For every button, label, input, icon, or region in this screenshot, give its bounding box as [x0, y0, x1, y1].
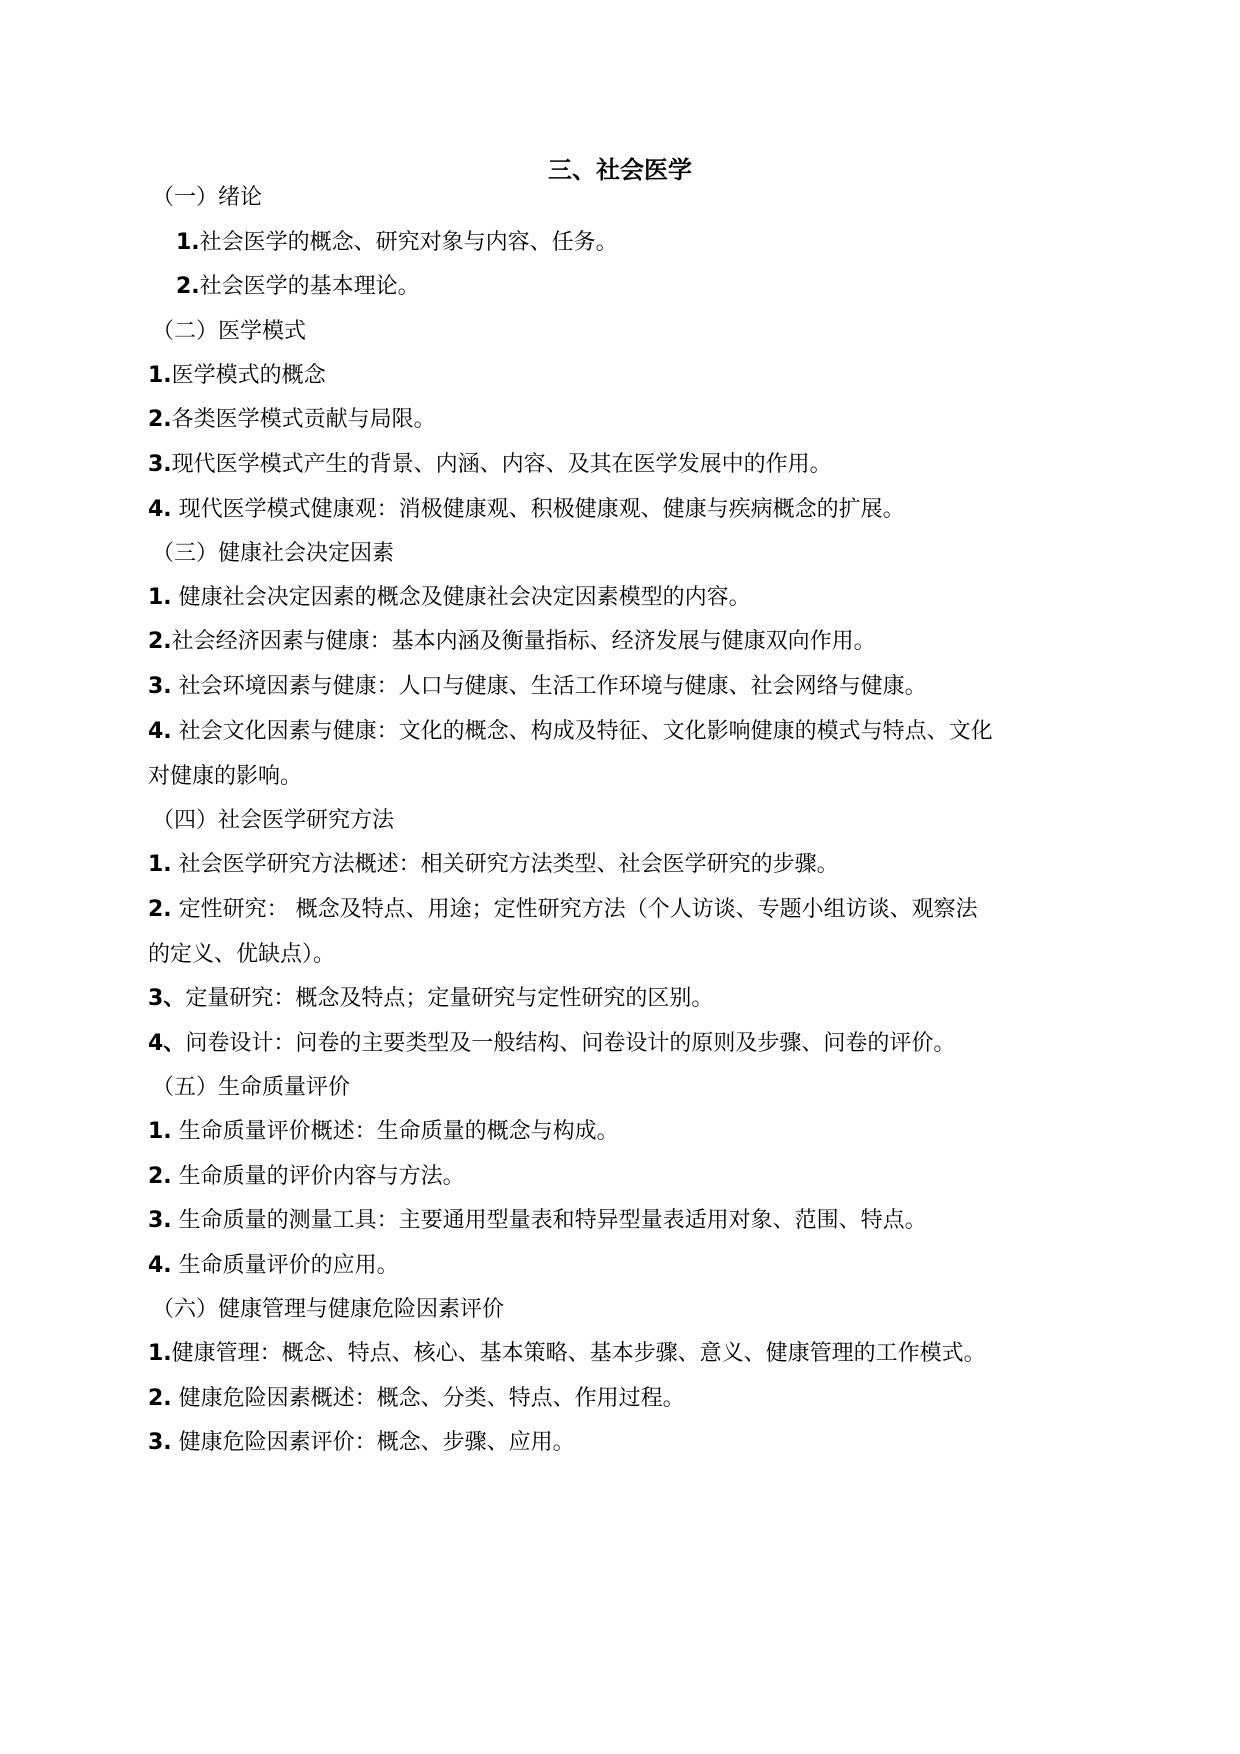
list-item — [0, 270, 1240, 304]
section-heading-5: （五）生命质量评价 — [152, 1075, 351, 1100]
item-text: 问卷设计：问卷的主要类型及一般结构、问卷设计的原则及步骤、问卷的评价。 — [185, 1031, 956, 1056]
list-item — [0, 226, 1240, 260]
section-heading-3: （三）健康社会决定因素 — [152, 541, 395, 566]
item-number: 1. — [148, 363, 172, 388]
item-number: 4. — [148, 497, 172, 522]
item-number: 3. — [148, 1430, 172, 1455]
list-item — [0, 848, 1240, 882]
list-item — [0, 448, 1240, 482]
list-item — [0, 359, 1240, 393]
item-number: 3. — [148, 674, 172, 699]
list-item — [0, 493, 1240, 527]
list-item — [0, 1027, 1240, 1061]
item-number: 1. — [148, 585, 172, 610]
item-number: 3、 — [148, 986, 186, 1011]
item-text: 健康社会决定因素的概念及健康社会决定因素模型的内容。 — [171, 585, 751, 610]
list-item — [0, 1249, 1240, 1283]
list-item — [0, 1426, 1240, 1460]
item-text: 生命质量评价的应用。 — [171, 1253, 399, 1278]
item-text: 定量研究：概念及特点；定量研究与定性研究的区别。 — [185, 986, 714, 1011]
item-number: 2. — [148, 1164, 172, 1189]
item-number: 4. — [148, 719, 172, 744]
item-text: 社会医学研究方法概述：相关研究方法类型、社会医学研究的步骤。 — [171, 852, 839, 877]
list-item — [0, 893, 1240, 927]
list-item — [0, 1204, 1240, 1238]
item-number: 4、 — [148, 1031, 186, 1056]
item-text: 现代医学模式产生的背景、内涵、内容、及其在医学发展中的作用。 — [171, 452, 832, 477]
section-heading-1: （一）绪论 — [152, 185, 263, 210]
item-text: 社会文化因素与健康：文化的概念、构成及特征、文化影响健康的模式与特点、文化 — [171, 719, 993, 744]
item-number: 1. — [148, 1119, 172, 1144]
item-text: 各类医学模式贡献与局限。 — [171, 407, 436, 432]
item-number: 2. — [148, 629, 172, 654]
list-item-continuation: 对健康的影响。 — [148, 764, 303, 789]
item-text: 医学模式的概念 — [171, 363, 326, 388]
item-number: 2. — [148, 407, 172, 432]
item-number: 2. — [176, 274, 200, 299]
item-text: 定性研究： 概念及特点、用途；定性研究方法（个人访谈、专题小组访谈、观察法 — [171, 897, 978, 922]
item-text: 社会医学的基本理论。 — [199, 274, 420, 299]
item-text: 现代医学模式健康观：消极健康观、积极健康观、健康与疾病概念的扩展。 — [171, 497, 905, 522]
item-text: 生命质量评价概述：生命质量的概念与构成。 — [171, 1119, 619, 1144]
section-heading-4: （四）社会医学研究方法 — [152, 808, 395, 833]
item-text: 健康危险因素概述：概念、分类、特点、作用过程。 — [171, 1386, 685, 1411]
list-item — [0, 1115, 1240, 1149]
item-number: 3. — [148, 452, 172, 477]
item-text: 健康管理：概念、特点、核心、基本策略、基本步骤、意义、健康管理的工作模式。 — [171, 1341, 986, 1366]
item-number: 3. — [148, 1208, 172, 1233]
list-item — [0, 1337, 1240, 1371]
section-heading-2: （二）医学模式 — [152, 319, 307, 344]
page-title: 三、社会医学 — [548, 156, 692, 184]
item-number: 1. — [148, 852, 172, 877]
list-item — [0, 715, 1240, 749]
list-item — [0, 1160, 1240, 1194]
item-text: 社会环境因素与健康：人口与健康、生活工作环境与健康、社会网络与健康。 — [171, 674, 927, 699]
item-number: 1. — [176, 230, 200, 255]
item-number: 2. — [148, 897, 172, 922]
list-item — [0, 982, 1240, 1016]
item-number: 2. — [148, 1386, 172, 1411]
item-number: 4. — [148, 1253, 172, 1278]
section-heading-6: （六）健康管理与健康危险因素评价 — [152, 1297, 505, 1322]
list-item — [0, 581, 1240, 615]
list-item — [0, 625, 1240, 659]
item-text: 健康危险因素评价：概念、步骤、应用。 — [171, 1430, 575, 1455]
item-text: 生命质量的测量工具：主要通用型量表和特异型量表适用对象、范围、特点。 — [171, 1208, 927, 1233]
item-text: 社会经济因素与健康：基本内涵及衡量指标、经济发展与健康双向作用。 — [171, 629, 876, 654]
item-text: 生命质量的评价内容与方法。 — [171, 1164, 465, 1189]
item-text: 社会医学的概念、研究对象与内容、任务。 — [199, 230, 618, 255]
list-item — [0, 670, 1240, 704]
item-number: 1. — [148, 1341, 172, 1366]
list-item-continuation: 的定义、优缺点）。 — [148, 942, 336, 967]
list-item — [0, 403, 1240, 437]
list-item — [0, 1382, 1240, 1416]
